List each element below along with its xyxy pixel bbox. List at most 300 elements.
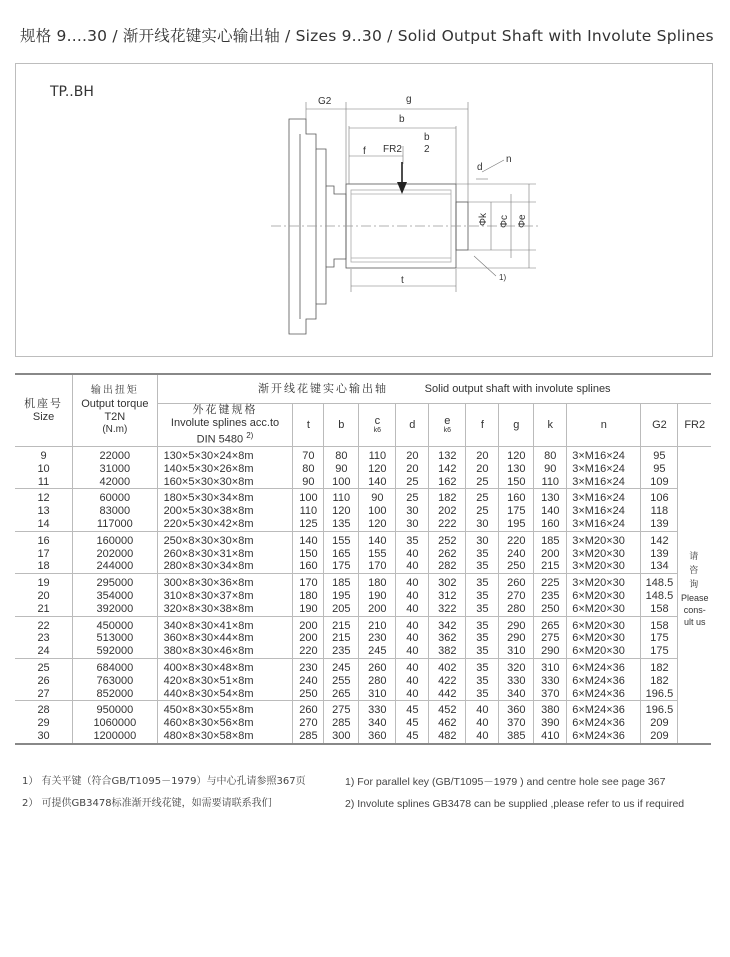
table-cell: 310 xyxy=(499,645,534,658)
label-c: Φc xyxy=(499,215,510,228)
table-cell: 110 xyxy=(359,447,396,463)
table-cell: 10 xyxy=(15,463,73,476)
force-arrow xyxy=(397,162,407,194)
table-row xyxy=(15,701,711,717)
table-cell: 950000 xyxy=(73,701,157,717)
table-cell: 240 xyxy=(499,548,534,561)
table-row xyxy=(15,616,711,632)
table-cell: 252 xyxy=(429,531,466,547)
table-cell: 26 xyxy=(15,675,73,688)
table-cell: 125 xyxy=(293,518,324,531)
fr2-note-cn: 咨 xyxy=(689,566,701,577)
table-cell: 40 xyxy=(396,645,429,658)
label-g: g xyxy=(406,94,412,105)
table-cell: 25 xyxy=(396,476,429,489)
table-cell: 100 xyxy=(324,476,359,489)
table-cell: 200 xyxy=(359,603,396,616)
header-fr2: FR2 xyxy=(678,404,711,447)
table-row xyxy=(15,603,711,616)
table-cell: 6×M20×30 xyxy=(567,616,641,632)
table-cell: 250 xyxy=(293,688,324,701)
header-n: n xyxy=(567,404,641,447)
table-cell: 1200000 xyxy=(73,730,157,744)
table-cell: 25 xyxy=(466,476,499,489)
table-cell: 130×5×30×24×8m xyxy=(157,447,293,463)
table-cell: 25 xyxy=(396,489,429,505)
table-cell: 90 xyxy=(293,476,324,489)
table-cell: 310 xyxy=(359,688,396,701)
table-cell: 462 xyxy=(429,717,466,730)
table-cell: 12 xyxy=(15,489,73,505)
table-cell: 200×5×30×38×8m xyxy=(157,505,293,518)
table-cell: 209 xyxy=(641,730,678,744)
table-cell: 35 xyxy=(466,603,499,616)
table-cell: 35 xyxy=(466,688,499,701)
header-f: f xyxy=(466,404,499,447)
table-cell: 380×8×30×46×8m xyxy=(157,645,293,658)
note-cn-2: 2） 可提供GB3478标准渐开线花键，如需要请联系我们 xyxy=(22,798,272,809)
table-cell: 215 xyxy=(324,616,359,632)
table-cell: 513000 xyxy=(73,632,157,645)
table-cell: 230 xyxy=(293,659,324,675)
table-cell: 160 xyxy=(499,489,534,505)
table-cell: 215 xyxy=(534,560,567,573)
table-cell: 290 xyxy=(499,632,534,645)
table-cell: 340 xyxy=(499,688,534,701)
table-cell: 35 xyxy=(466,675,499,688)
label-k: Φk xyxy=(478,213,489,226)
table-cell: 302 xyxy=(429,574,466,590)
table-cell: 440×8×30×54×8m xyxy=(157,688,293,701)
table-cell: 175 xyxy=(499,505,534,518)
table-cell: 422 xyxy=(429,675,466,688)
table-cell: 300 xyxy=(324,730,359,744)
table-cell: 230 xyxy=(359,632,396,645)
table-cell: 11 xyxy=(15,476,73,489)
note-en-2: 2) Involute splines GB3478 can be supplied ,please refer to us if required xyxy=(345,798,685,810)
table-cell: 202000 xyxy=(73,548,157,561)
table-cell: 40 xyxy=(466,701,499,717)
table-cell: 35 xyxy=(466,645,499,658)
table-cell: 6×M24×36 xyxy=(567,717,641,730)
table-cell: 202 xyxy=(429,505,466,518)
dimension-lines xyxy=(306,102,536,292)
header-k: k xyxy=(534,404,567,447)
table-cell: 262 xyxy=(429,548,466,561)
table-cell: 40 xyxy=(396,590,429,603)
table-cell: 330 xyxy=(499,675,534,688)
table-cell: 235 xyxy=(324,645,359,658)
table-row xyxy=(15,730,711,744)
table-cell: 290 xyxy=(499,616,534,632)
table-cell: 45 xyxy=(396,701,429,717)
table-cell: 320 xyxy=(499,659,534,675)
table-cell: 120 xyxy=(499,447,534,463)
table-cell: 442 xyxy=(429,688,466,701)
spec-table-body xyxy=(15,447,711,744)
table-cell: 360 xyxy=(359,730,396,744)
table-cell: 130 xyxy=(534,489,567,505)
table-cell: 190 xyxy=(359,590,396,603)
table-cell: 330 xyxy=(534,675,567,688)
table-cell: 158 xyxy=(641,616,678,632)
table-cell: 205 xyxy=(324,603,359,616)
page-title: 规格 9....30 / 渐开线花键实心输出轴 / Sizes 9..30 / Solid Output Shaft with Involute Splines xyxy=(20,27,714,45)
table-cell: 150 xyxy=(293,548,324,561)
table-cell: 20 xyxy=(396,463,429,476)
label-note1: 1) xyxy=(499,273,507,282)
header-t: t xyxy=(293,404,324,447)
table-cell: 300×8×30×36×8m xyxy=(157,574,293,590)
table-cell: 295000 xyxy=(73,574,157,590)
table-row xyxy=(15,476,711,489)
table-cell: 17 xyxy=(15,548,73,561)
table-cell: 322 xyxy=(429,603,466,616)
table-cell: 142 xyxy=(429,463,466,476)
table-cell: 140 xyxy=(293,531,324,547)
model-label: TP..BH xyxy=(50,84,94,100)
table-cell: 3×M20×30 xyxy=(567,531,641,547)
table-cell: 420×8×30×51×8m xyxy=(157,675,293,688)
table-cell: 452 xyxy=(429,701,466,717)
table-cell: 220 xyxy=(499,531,534,547)
table-cell: 480×8×30×58×8m xyxy=(157,730,293,744)
table-cell: 160 xyxy=(293,560,324,573)
table-cell: 400×8×30×48×8m xyxy=(157,659,293,675)
table-row xyxy=(15,574,711,590)
table-cell: 110 xyxy=(293,505,324,518)
table-cell: 135 xyxy=(324,518,359,531)
table-cell: 182 xyxy=(429,489,466,505)
table-cell: 148.5 xyxy=(641,590,678,603)
table-cell: 90 xyxy=(534,463,567,476)
table-cell: 120 xyxy=(359,463,396,476)
table-cell: 165 xyxy=(324,548,359,561)
table-cell: 260 xyxy=(499,574,534,590)
header-d: d xyxy=(396,404,429,447)
table-row xyxy=(15,531,711,547)
table-cell: 275 xyxy=(534,632,567,645)
table-cell: 290 xyxy=(534,645,567,658)
table-cell: 80 xyxy=(324,447,359,463)
header-group: 渐开线花键实心输出轴 Solid output shaft with involute splines xyxy=(157,374,711,404)
label-b-half-den: 2 xyxy=(424,144,430,155)
table-cell: 250×8×30×30×8m xyxy=(157,531,293,547)
table-cell: 106 xyxy=(641,489,678,505)
label-e: Φe xyxy=(517,214,528,228)
table-cell: 140×5×30×26×8m xyxy=(157,463,293,476)
table-cell: 120 xyxy=(324,505,359,518)
table-cell: 270 xyxy=(293,717,324,730)
table-cell: 80 xyxy=(534,447,567,463)
table-cell: 40 xyxy=(466,730,499,744)
table-cell: 210 xyxy=(359,616,396,632)
table-cell: 70 xyxy=(293,447,324,463)
table-cell: 30 xyxy=(466,518,499,531)
table-cell: 100 xyxy=(359,505,396,518)
table-cell: 40 xyxy=(396,548,429,561)
label-d: d xyxy=(477,162,483,173)
table-cell: 3×M16×24 xyxy=(567,518,641,531)
table-cell: 182 xyxy=(641,675,678,688)
table-cell: 150 xyxy=(499,476,534,489)
table-cell: 195 xyxy=(324,590,359,603)
table-cell: 342 xyxy=(429,616,466,632)
table-cell: 160 xyxy=(534,518,567,531)
table-cell: 482 xyxy=(429,730,466,744)
table-cell: 6×M24×36 xyxy=(567,730,641,744)
table-cell: 30 xyxy=(466,531,499,547)
table-cell: 195 xyxy=(499,518,534,531)
table-cell: 95 xyxy=(641,463,678,476)
table-cell: 14 xyxy=(15,518,73,531)
table-cell: 45 xyxy=(396,730,429,744)
table-cell: 180×5×30×34×8m xyxy=(157,489,293,505)
table-cell: 140 xyxy=(359,531,396,547)
table-cell: 22000 xyxy=(73,447,157,463)
header-e: e k6 xyxy=(429,404,466,447)
table-cell: 18 xyxy=(15,560,73,573)
table-cell: 209 xyxy=(641,717,678,730)
table-cell: 3×M16×24 xyxy=(567,505,641,518)
table-cell: 225 xyxy=(534,574,567,590)
table-cell: 40 xyxy=(396,688,429,701)
table-cell: 1060000 xyxy=(73,717,157,730)
table-cell: 3×M16×24 xyxy=(567,463,641,476)
label-t: t xyxy=(401,275,404,286)
table-cell: 24 xyxy=(15,645,73,658)
table-cell: 245 xyxy=(359,645,396,658)
table-cell: 42000 xyxy=(73,476,157,489)
fr2-note-cn: 询 xyxy=(689,580,701,591)
table-cell: 110 xyxy=(324,489,359,505)
table-cell: 23 xyxy=(15,632,73,645)
table-cell: 310×8×30×37×8m xyxy=(157,590,293,603)
table-cell: 9 xyxy=(15,447,73,463)
table-cell: 40 xyxy=(396,675,429,688)
table-cell: 35 xyxy=(396,531,429,547)
table-cell: 139 xyxy=(641,548,678,561)
notes-english xyxy=(345,775,715,819)
table-cell: 132 xyxy=(429,447,466,463)
fr2-note-en: ult us xyxy=(683,617,706,628)
table-cell: 3×M16×24 xyxy=(567,476,641,489)
label-b-half: b xyxy=(424,132,430,143)
notes-chinese xyxy=(22,775,342,819)
table-row xyxy=(15,632,711,645)
table-cell: 220 xyxy=(293,645,324,658)
table-cell: 35 xyxy=(466,616,499,632)
table-cell: 90 xyxy=(359,489,396,505)
table-cell: 270 xyxy=(499,590,534,603)
table-cell: 31000 xyxy=(73,463,157,476)
table-cell: 155 xyxy=(359,548,396,561)
table-cell: 200 xyxy=(293,616,324,632)
table-cell: 196.5 xyxy=(641,688,678,701)
table-cell: 310 xyxy=(534,659,567,675)
table-cell: 410 xyxy=(534,730,567,744)
table-cell: 312 xyxy=(429,590,466,603)
header-g: g xyxy=(499,404,534,447)
table-cell: 118 xyxy=(641,505,678,518)
table-cell: 22 xyxy=(15,616,73,632)
table-cell: 250 xyxy=(534,603,567,616)
table-cell: 280 xyxy=(499,603,534,616)
table-cell: 6×M24×36 xyxy=(567,675,641,688)
table-cell: 134 xyxy=(641,560,678,573)
table-cell: 40 xyxy=(396,659,429,675)
table-cell: 275 xyxy=(324,701,359,717)
table-cell: 255 xyxy=(324,675,359,688)
table-cell: 20 xyxy=(466,447,499,463)
header-size: 机座号 Size xyxy=(15,374,73,447)
table-row xyxy=(15,548,711,561)
table-cell: 20 xyxy=(15,590,73,603)
table-cell: 460×8×30×56×8m xyxy=(157,717,293,730)
table-cell: 260 xyxy=(359,659,396,675)
table-cell: 763000 xyxy=(73,675,157,688)
table-cell: 190 xyxy=(293,603,324,616)
table-cell: 385 xyxy=(499,730,534,744)
header-c: c k6 xyxy=(359,404,396,447)
table-cell: 109 xyxy=(641,476,678,489)
table-cell: 250 xyxy=(499,560,534,573)
header-torque: 输出扭矩 Output torque T2N (N.m) xyxy=(73,374,157,447)
table-row xyxy=(15,447,711,463)
technical-drawing xyxy=(15,63,713,357)
table-cell: 450000 xyxy=(73,616,157,632)
shaft-drawing xyxy=(16,64,712,356)
table-row xyxy=(15,505,711,518)
table-cell: 170 xyxy=(293,574,324,590)
table-cell: 27 xyxy=(15,688,73,701)
housing-flange xyxy=(289,119,346,334)
table-cell: 40 xyxy=(466,717,499,730)
table-cell: 170 xyxy=(359,560,396,573)
table-cell: 35 xyxy=(466,574,499,590)
table-cell: 60000 xyxy=(73,489,157,505)
table-cell: 3×M20×30 xyxy=(567,560,641,573)
table-cell: 160000 xyxy=(73,531,157,547)
table-cell: 3×M20×30 xyxy=(567,548,641,561)
table-cell: 117000 xyxy=(73,518,157,531)
table-row xyxy=(15,675,711,688)
table-cell: 25 xyxy=(15,659,73,675)
table-cell: 185 xyxy=(534,531,567,547)
table-cell: 380 xyxy=(534,701,567,717)
table-cell: 175 xyxy=(641,632,678,645)
table-cell: 20 xyxy=(466,463,499,476)
table-cell: 45 xyxy=(396,717,429,730)
table-cell: 852000 xyxy=(73,688,157,701)
table-cell: 382 xyxy=(429,645,466,658)
table-cell: 370 xyxy=(499,717,534,730)
table-row xyxy=(15,489,711,505)
table-cell: 140 xyxy=(359,476,396,489)
table-cell: 40 xyxy=(396,616,429,632)
table-cell: 13 xyxy=(15,505,73,518)
table-row xyxy=(15,590,711,603)
table-cell: 35 xyxy=(466,560,499,573)
table-cell: 140 xyxy=(534,505,567,518)
table-cell: 280×8×30×34×8m xyxy=(157,560,293,573)
table-cell: 185 xyxy=(324,574,359,590)
table-cell: 222 xyxy=(429,518,466,531)
table-cell: 354000 xyxy=(73,590,157,603)
table-cell: 245 xyxy=(324,659,359,675)
table-cell: 360 xyxy=(499,701,534,717)
table-cell: 240 xyxy=(293,675,324,688)
table-cell: 450×8×30×55×8m xyxy=(157,701,293,717)
table-cell: 360×8×30×44×8m xyxy=(157,632,293,645)
table-cell: 285 xyxy=(293,730,324,744)
table-cell: 260 xyxy=(293,701,324,717)
table-cell: 215 xyxy=(324,632,359,645)
table-cell: 35 xyxy=(466,632,499,645)
table-row xyxy=(15,645,711,658)
spec-table xyxy=(15,373,711,745)
table-cell: 6×M24×36 xyxy=(567,701,641,717)
table-cell: 196.5 xyxy=(641,701,678,717)
header-b: b xyxy=(324,404,359,447)
table-cell: 3×M16×24 xyxy=(567,447,641,463)
note-cn-1: 1） 有关平键（符合GB/T1095－1979）与中心孔请参照367页 xyxy=(22,776,306,787)
fr2-note-en: cons- xyxy=(683,605,706,616)
table-cell: 684000 xyxy=(73,659,157,675)
table-cell: 235 xyxy=(534,590,567,603)
table-cell: 260×8×30×31×8m xyxy=(157,548,293,561)
table-cell: 95 xyxy=(641,447,678,463)
table-cell: 200 xyxy=(293,632,324,645)
table-cell: 110 xyxy=(534,476,567,489)
table-row xyxy=(15,463,711,476)
table-cell: 30 xyxy=(396,505,429,518)
table-cell: 120 xyxy=(359,518,396,531)
table-row xyxy=(15,659,711,675)
table-cell: 83000 xyxy=(73,505,157,518)
table-cell: 362 xyxy=(429,632,466,645)
table-cell: 80 xyxy=(293,463,324,476)
table-cell: 139 xyxy=(641,518,678,531)
table-cell: 160×5×30×30×8m xyxy=(157,476,293,489)
table-cell: 175 xyxy=(324,560,359,573)
table-cell: 100 xyxy=(293,489,324,505)
table-cell: 28 xyxy=(15,701,73,717)
table-cell: 3×M20×30 xyxy=(567,574,641,590)
table-cell: 40 xyxy=(396,574,429,590)
fr2-note-cn: 请 xyxy=(689,552,701,563)
table-cell: 592000 xyxy=(73,645,157,658)
table-row xyxy=(15,688,711,701)
label-f: f xyxy=(363,146,366,157)
table-cell: 16 xyxy=(15,531,73,547)
table-cell: 6×M20×30 xyxy=(567,645,641,658)
table-row xyxy=(15,560,711,573)
table-cell: 35 xyxy=(466,590,499,603)
table-cell: 3×M16×24 xyxy=(567,489,641,505)
table-cell: 35 xyxy=(466,548,499,561)
table-cell: 402 xyxy=(429,659,466,675)
table-cell: 30 xyxy=(396,518,429,531)
table-row xyxy=(15,717,711,730)
table-cell: 200 xyxy=(534,548,567,561)
table-cell: 40 xyxy=(396,632,429,645)
table-cell: 162 xyxy=(429,476,466,489)
table-cell: 330 xyxy=(359,701,396,717)
table-cell: 370 xyxy=(534,688,567,701)
table-cell: 20 xyxy=(396,447,429,463)
table-cell: 6×M20×30 xyxy=(567,632,641,645)
